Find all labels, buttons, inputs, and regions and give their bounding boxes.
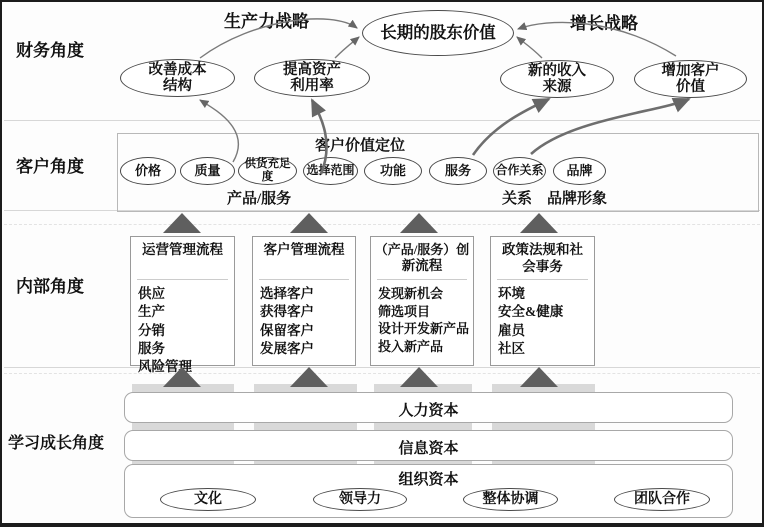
dashed-guide-line [4,373,760,374]
label-relationship: 关系 [502,191,533,207]
oval-text: 来源 [542,79,572,95]
box-item: 服务 [138,341,165,357]
box-item: 保留客户 [260,322,314,338]
oval-text: 长期的股东价值 [380,22,496,42]
oval-text: 增加客户 [661,62,720,79]
box-customer-management [252,236,356,366]
oval-text: 改善成本 [148,61,207,78]
oval-leadership [313,488,407,511]
oval-text: 结构 [163,78,192,94]
box-innovation-process [370,236,474,366]
oval-text: 供货充足度 [244,158,291,183]
box-separator [259,279,349,280]
label-customer-value-proposition: 客户价值定位 [314,138,405,154]
label-productivity-strategy: 生产力战略 [224,12,309,31]
box-title [131,237,234,279]
dashed-guide-line [4,224,760,225]
box-title [371,237,473,279]
box-item: 选择客户 [260,286,314,301]
up-triangle-icon [163,213,201,233]
oval-increase-customer-value [634,60,747,98]
box-item: 发现新机会 [378,286,444,301]
oval-text: 文化 [194,491,222,507]
box-separator [377,279,467,280]
divider-internal-learning [4,367,760,368]
oval-brand [553,157,606,185]
bar-information-capital [124,430,733,461]
oval-text: 领导力 [339,491,381,507]
box-item: 设计开发新产品 [378,321,470,337]
oval-partnership [493,157,546,185]
oval-long-term-shareholder-value [362,10,514,56]
box-regulatory-social [490,236,595,366]
oval-improve-cost-structure [120,59,235,97]
up-triangle-icon [520,213,558,233]
oval-text: 服务 [444,162,471,178]
box-item: 发展客户 [260,341,314,357]
box-title-line: 会事务 [522,258,563,274]
box-separator [137,279,228,280]
oval-text: 品牌 [566,162,593,178]
oval-text: 整体协调 [482,491,539,507]
box-item: 雇员 [498,322,525,338]
box-item: 获得客户 [260,304,314,320]
oval-text: 利用率 [290,78,334,94]
box-title-line: （产品/服务）创 [374,242,470,257]
oval-increase-asset-utilization [254,59,370,97]
up-triangle-icon [520,367,558,387]
label-brand-image: 品牌形象 [547,191,608,207]
divider-financial-customer [4,120,760,121]
box-title-line: 客户管理流程 [263,242,345,257]
box-separator [497,279,588,280]
oval-text: 团队合作 [634,491,690,507]
oval-text: 功能 [379,162,406,178]
box-item: 环境 [498,286,525,301]
box-items [491,282,594,358]
oval-price [120,157,176,185]
oval-service [429,157,487,185]
oval-quality [180,157,235,185]
oval-alignment [463,488,558,511]
up-triangle-icon [290,367,328,387]
label-internal-perspective: 内部角度 [16,277,84,296]
box-item: 分销 [138,322,165,338]
oval-text: 提高资产 [283,61,341,78]
box-items [131,282,234,377]
box-items [253,282,355,358]
box-item: 供应 [138,286,165,301]
up-triangle-icon [290,213,328,233]
bar-human-capital [124,392,733,423]
label-customer-perspective: 客户角度 [16,157,84,176]
box-operations-management [130,236,235,375]
box-title-line: 政策法规和社 [502,242,583,257]
oval-text: 合作关系 [495,163,544,178]
box-item: 风险管理 [138,359,192,375]
oval-availability [238,157,297,185]
box-title [491,237,594,279]
oval-functionality [364,157,422,185]
box-title [253,237,355,279]
bar-label: 组织资本 [398,472,459,488]
bar-label: 信息资本 [398,441,459,457]
box-item: 筛选项目 [378,303,431,319]
up-triangle-icon [400,213,438,233]
oval-text: 价格 [134,162,161,178]
up-triangle-icon [163,367,201,387]
arrow-revenue-to-center [517,37,542,58]
box-item: 安全&健康 [498,304,564,320]
label-financial-perspective: 财务角度 [16,41,84,60]
box-item: 社区 [498,341,525,357]
oval-selection [303,157,358,185]
up-triangle-icon [400,367,438,387]
oval-text: 新的收入 [528,62,586,79]
oval-teamwork [614,488,710,511]
box-title-line: 新流程 [401,258,443,274]
label-product-service: 产品/服务 [227,191,292,207]
oval-text: 质量 [194,162,221,178]
bar-label: 人力资本 [398,403,459,419]
box-item: 生产 [138,304,165,320]
oval-culture [160,488,256,511]
box-item: 投入新产品 [378,339,444,355]
arrow-asset-to-center [335,37,359,58]
label-growth-strategy: 增长战略 [570,14,638,33]
oval-new-revenue-sources [500,60,614,98]
label-learning-perspective: 学习成长角度 [8,435,105,452]
box-title-line: 运营管理流程 [142,242,223,257]
oval-text: 选择范围 [306,163,355,178]
oval-text: 价值 [676,79,705,95]
box-items [371,282,473,356]
